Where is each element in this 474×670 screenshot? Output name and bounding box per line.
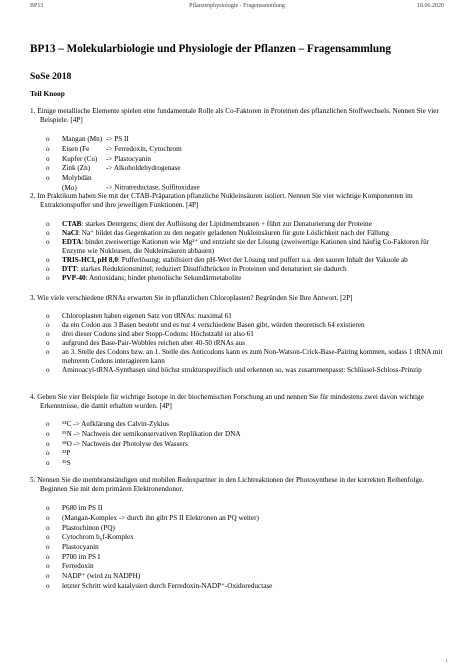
list-item: o ¹⁵N -> Nachweis der semikonservativen Replikation der DNA — [46, 429, 241, 438]
list-item: o EDTA: bindet zweiwertige Kationen wie Mg²⁺ und entzieht sie der Lösung (zweiwertige Kationen sind häufig Co-Faktoren für Enzyme wie Nukleasen, die Nukleinsäuren abbauen) — [46, 238, 430, 255]
section-heading: Teil Knoop — [30, 89, 65, 98]
list-item: o ³⁵S — [46, 459, 71, 467]
list-item: o Kupfer (Cu) -> Plastocyanin — [46, 154, 151, 163]
list-item: o Molybdän (Mo) -> Nitratreductase, Sulfitoxidase — [46, 174, 200, 192]
list-item: o PVP-40: Antioxidans; bindet phenolische Sekundärmetabolite — [46, 273, 242, 282]
header-left: BP13 — [30, 3, 44, 9]
list-item: o TRIS-HCl, pH 8,0: Pufferlösung; stabilisiert den pH-Wert der Lösung und puffert u.a. den sauren Inhalt der Vakuole ab — [46, 255, 408, 264]
question-5 — [30, 476, 448, 592]
question-5-text: 5. Nennen Sie die membranständigen und mobilen Redoxpartner in den Lichtreaktionen der Photosynthese in der korrekten Reihenfolge. Beginnen Sie mit dem primären Elektronendonor. — [30, 476, 425, 494]
question-1-text: 1. Einige metallische Elemente spielen eine fundamentale Rolle als Co-Faktoren in Proteinen des pflanzlichen Stoffwechsels. Nennen Sie vier Beispiele. [4P] — [30, 107, 439, 125]
question-2-answers — [30, 220, 448, 282]
page-number: 1 — [445, 658, 448, 664]
list-item: o drei dieser Codons sind aber Stopp-Codons: Höchstzahl ist also 61 — [46, 329, 254, 338]
list-item: o letzter Schritt wird katalysiert durch Ferredoxin-NADP⁺-Oxidoreductase — [46, 581, 273, 590]
list-item: o Zink (Zn) -> Alkoholdehydrogenase — [46, 164, 181, 173]
list-item: o P680 im PS II — [46, 504, 103, 513]
list-item: o CTAB: starkes Detergens; dient der Auflösung der Lipidmembranen + führt zur Denaturierung der Proteine — [46, 220, 372, 229]
list-item: o aufgrund des Base-Pair-Wobbles reichen aber 40-50 tRNAs aus — [46, 338, 246, 347]
list-item: o ³²P — [46, 449, 71, 458]
question-3-answers — [30, 312, 448, 374]
list-item: o NADP⁺ (wird zu NADPH) — [46, 572, 141, 581]
list-item: o Plastocyanin — [46, 543, 99, 551]
page-header — [30, 3, 444, 15]
question-4 — [30, 393, 448, 469]
question-5-answers — [30, 504, 448, 591]
question-4-text: 4. Geben Sie vier Beispiele für wichtige Isotope in der biochemischen Forschung an und nennen Sie für mindestens zwei davon wichtige Erkenntnisse, die damit erhalten wurden. [4P] — [30, 393, 424, 411]
list-item: o Plastochinon (PQ) — [46, 523, 115, 532]
header-center: Pflanzenphysiologie - Fragensammlung — [189, 3, 285, 9]
question-1 — [30, 107, 448, 193]
question-2-text: 2. Im Praktikum haben Sie mit der CTAB-Präparation pflanzliche Nukleinsäuren isoliert. Nennen Sie vier wichtige Komponenten im Extraktionspuffer und ihre jeweiligen Funktionen. [4P] — [30, 192, 413, 210]
list-item: o P700 im PS I — [46, 552, 101, 561]
list-item: o an 3. Stelle des Codons bzw. an 1. Stelle des Anticodons kann es zum Non-Watson-Crick-Base-Pairing kommen, sodass 1 tRNA mit mehreren Codons interagieren kann — [46, 347, 443, 365]
question-3-text: 3. Wie viele verschiedene tRNAs erwarten Sie in pflanzlichen Chloroplasten? Begründen Sie Ihre Antwort. [2P] — [30, 294, 353, 302]
question-2 — [30, 192, 448, 283]
list-item: o DTT: starkes Reduktionsmittel; reduziert Disulfidbrücken in Proteinen und denaturiert sie dadurch — [46, 264, 347, 273]
question-1-answers — [30, 135, 448, 193]
list-item: o ¹⁴C -> Aufklärung des Calvin-Zyklus — [46, 420, 169, 429]
list-item: o Aminoacyl-tRNA-Synthasen sind höchst strukturspezifisch und erkennen so, was zusammenpasst: Schlüssel-Schloss-Prinzip — [46, 365, 422, 374]
header-date: 18.06.2020 — [417, 3, 444, 9]
semester-heading: SoSe 2018 — [30, 71, 72, 82]
question-4-answers — [30, 420, 448, 469]
list-item: o Eisen (Fe -> Ferredoxin, Cytochrom — [46, 144, 182, 153]
question-3 — [30, 294, 448, 374]
list-item: o da ein Codon aus 3 Basen besteht und es nur 4 verschiedene Basen gibt, würden theoretisch 64 existieren — [46, 321, 365, 329]
list-item: o (Mangan-Komplex -> durch ihn gibt PS II Elektronen an PQ weiter) — [46, 513, 259, 522]
list-item: o ¹⁸O -> Nachweis der Photolyse des Wassers — [46, 439, 188, 448]
list-item: o Mangan (Mn) -> PS II — [46, 135, 129, 144]
document-title: BP13 – Molekularbiologie und Physiologie der Pflanzen – Fragensammlung — [30, 43, 391, 55]
list-item: o Ferredoxin — [46, 562, 94, 571]
list-item: o Cytochrom b₆f-Komplex — [46, 533, 134, 542]
list-item: o NaCl: Na⁺ bildet das Gegenkation zu den negativ geladenen Nukleinsäuren für gute Löslichkeit nach der Fällung — [46, 229, 389, 238]
list-item: o Chloroplasten haben eigenen Satz von tRNAs: maximal 61 — [46, 312, 232, 321]
